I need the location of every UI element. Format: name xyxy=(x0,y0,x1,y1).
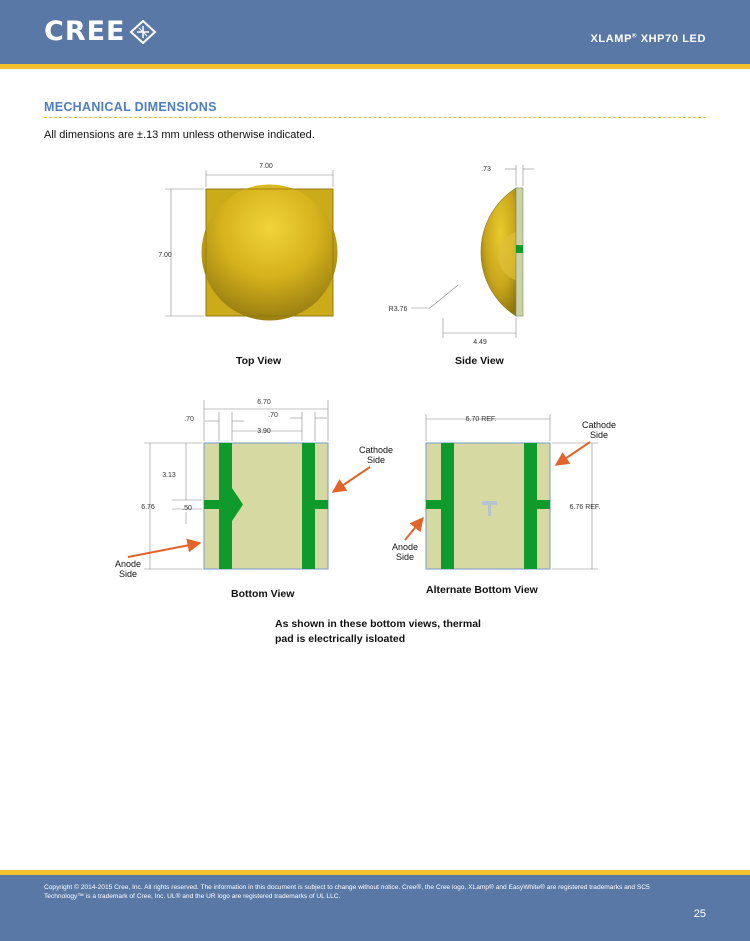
bottom-anode-arrow xyxy=(128,543,200,557)
bottom-pad-left-dim: .70 xyxy=(184,416,194,423)
alt-cathode-pad xyxy=(524,443,537,569)
bottom-view-drawing xyxy=(115,399,393,579)
bottom-height-dim: 6.76 xyxy=(141,504,155,511)
bottom-view-caption: Bottom View xyxy=(231,588,295,600)
product-reg-mark: ® xyxy=(632,33,638,40)
alt-anode-label-2: Side xyxy=(395,552,415,562)
top-view-dome xyxy=(202,185,338,321)
anode-pad xyxy=(219,443,232,569)
bottom-offset-dim: 3.13 xyxy=(162,472,176,479)
bottom-cathode-label-2: Side xyxy=(366,455,386,465)
alt-bottom-view-caption: Alternate Bottom View xyxy=(426,584,538,596)
bottom-cathode-arrow xyxy=(333,467,370,492)
alt-anode-arrow xyxy=(405,518,423,540)
bottom-pad-right-dim: .70 xyxy=(268,412,278,419)
side-view-drawing xyxy=(389,165,534,346)
cathode-pad xyxy=(302,443,315,569)
note-line-2: pad is electrically isloated xyxy=(275,633,406,645)
side-view-caption: Side View xyxy=(455,355,504,367)
alt-height-dim: 6.76 REF. xyxy=(569,504,601,511)
note-line-1: As shown in these bottom views, thermal xyxy=(275,618,481,630)
alt-anode-label-1: Anode xyxy=(391,542,419,552)
copyright-text xyxy=(44,883,706,901)
alt-anode-pad xyxy=(441,443,454,569)
logo-text: CREE xyxy=(44,16,126,47)
top-height-dim: 7.00 xyxy=(158,252,172,259)
isolation-note xyxy=(275,617,495,647)
alt-cathode-arrow xyxy=(556,442,590,465)
bottom-cathode-label-1: Cathode xyxy=(358,445,394,455)
bottom-anode-label-2: Side xyxy=(118,569,138,579)
top-view-caption: Top View xyxy=(236,355,282,367)
bottom-anode-label-1: Anode xyxy=(114,559,142,569)
intro-text: All dimensions are ±.13 mm unless otherwise indicated. xyxy=(44,129,315,141)
copyright-line-2: Technology™ is a trademark of Cree, Inc. UL® and the UR logo are registered trademarks of UL LLC. xyxy=(44,893,341,900)
top-width-dim: 7.00 xyxy=(259,163,273,170)
top-view-drawing xyxy=(158,163,337,321)
bottom-tab-dim: .50 xyxy=(182,505,192,512)
alt-width-dim: 6.70 REF. xyxy=(465,416,497,423)
alt-cathode-label-2: Side xyxy=(589,430,609,440)
product-brand: XLAMP xyxy=(590,33,632,45)
section-title: MECHANICAL DIMENSIONS xyxy=(44,100,217,114)
alt-cathode-label-1: Cathode xyxy=(581,420,617,430)
alt-bottom-view-drawing xyxy=(392,414,616,569)
side-height-dim: 4.49 xyxy=(473,339,487,346)
bottom-gap-dim: 3.90 xyxy=(257,428,271,435)
side-radius-dim: R3.76 xyxy=(388,306,408,313)
product-model: XHP70 LED xyxy=(640,33,706,45)
copyright-line-1: Copyright © 2014-2015 Cree, Inc. All rights reserved. The information in this document is subject to change without notice. Cree®, the Cree logo, XLamp® and EasyWhite® are registered trademarks and SC5 xyxy=(44,884,650,891)
bottom-width-dim: 6.70 xyxy=(257,399,271,406)
side-thickness-dim: .73 xyxy=(481,166,491,173)
page-number: 25 xyxy=(693,908,706,920)
